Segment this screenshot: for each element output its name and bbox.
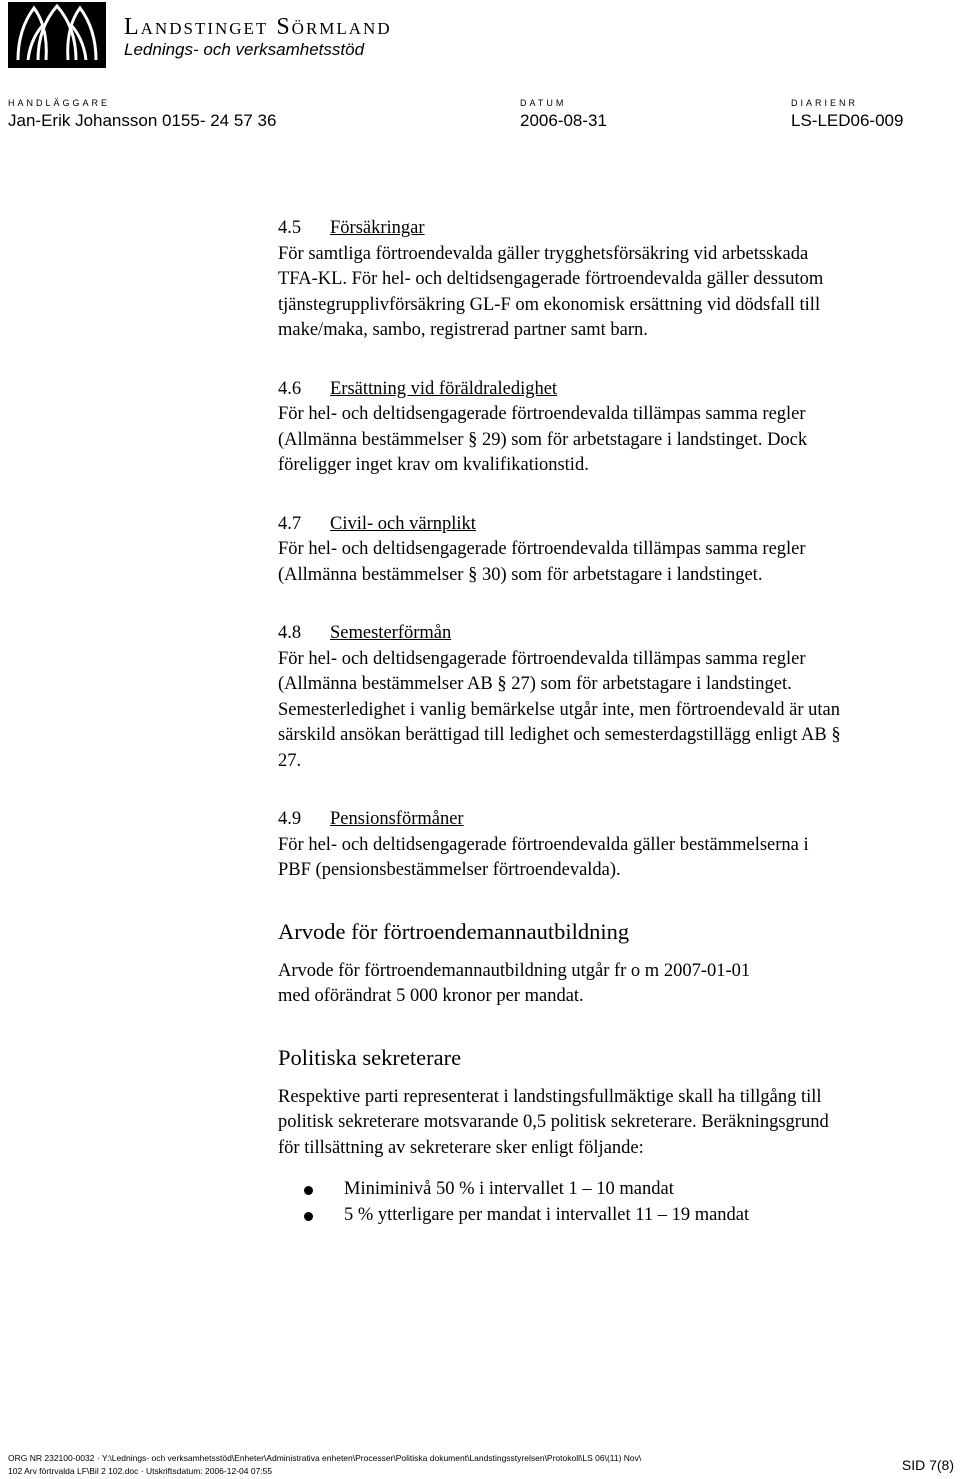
section-heading: 4.6 Ersättning vid föräldraledighet [278,378,558,399]
sekreterare-text: Respektive parti representerat i landstingsfullmäktige skall ha tillgång till politisk sekreterare motsvarande 0,5 politisk sekreterare. Beräkningsgrund för tillsättning av sekreterare sker enligt följande: [278,1086,829,1158]
arvode-heading: Arvode för förtroendemannautbildning [278,918,630,944]
section-text: För hel- och deltidsengagerade förtroendevalda gäller bestämmelserna i PBF (pensionsbestämmelser förtroendevalda). [278,834,809,880]
diarienr-value: LS-LED06-009 [791,111,904,130]
section-heading: 4.9 Pensionsförmåner [278,809,464,829]
section-4-9 [278,807,958,884]
list-item: 5 % ytterligare per mandat i intervallet 11 – 19 mandat [278,1203,958,1229]
arvode-text: Arvode för förtroendemannautbildning utgår fr o m 2007-01-01 med oförändrat 5 000 kronor per mandat. [278,960,751,1006]
org-unit: Lednings- och verksamhetsstöd [124,40,365,59]
sekreterare-bullets [278,1177,958,1228]
footer-file-line: 102 Arv förtrvalda LF\Bil 2 102.doc · Utskriftsdatum: 2006-12-04 07:55 [8,1466,273,1476]
sekreterare-heading: Politiska sekreterare [278,1044,462,1070]
footer-path-line: ORG NR 232100-0032 · Y:\Lednings- och verksamhetsstöd\Enheter\Administrativa enheten\Processer\Politiska dokument\Landstingsstyrelsen\Protokoll\LS 06\(11) Nov\ [8,1453,642,1463]
section-4-6 [278,377,958,479]
list-item: Miniminivå 50 % i intervallet 1 – 10 mandat [278,1177,958,1203]
handlaggare-label: HANDLÄGGARE [8,98,111,108]
datum-label: DATUM [520,98,567,108]
bullet-icon [304,1212,313,1221]
section-text: För hel- och deltidsengagerade förtroendevalda tillämpas samma regler (Allmänna bestämmelser § 30) som för arbetstagare i landstinget. [278,539,806,585]
bullet-icon [304,1186,313,1195]
section-heading: 4.8 Semesterförmån [278,623,452,643]
datum-value: 2006-08-31 [520,111,607,130]
section-heading: 4.5 Försäkringar [278,218,425,238]
handlaggare-value: Jan-Erik Johansson 0155- 24 57 36 [8,111,277,130]
section-text: För hel- och deltidsengagerade förtroendevalda tillämpas samma regler (Allmänna bestämmelser § 29) som för arbetstagare i landstinget. Dock föreligger inget krav om kvalifikationstid. [278,404,808,475]
document-body [278,216,958,1261]
landstinget-logo-icon [8,2,106,68]
sekreterare-section [278,1043,958,1229]
org-name: Landstinget Sörmland [124,14,392,40]
section-heading: 4.7 Civil- och värnplikt [278,513,476,534]
section-text: För samtliga förtroendevalda gäller trygghetsförsäkring vid arbetsskada TFA-KL. För hel- och deltidsengagerade förtroendevalda gäller dessutom tjänstegrupplivförsäkring GL-F om ekonomisk ersättning vid dödsfall till make/maka, sambo, registrerad partner samt barn. [278,243,824,340]
section-4-7 [278,512,958,589]
diarienr-label: DIARIENR [791,98,859,108]
section-4-8 [278,621,958,774]
section-4-5 [278,216,958,344]
arvode-section [278,917,958,1010]
section-text: För hel- och deltidsengagerade förtroendevalda tillämpas samma regler (Allmänna bestämmelser AB § 27) som för arbetstagare i landstinget. Semesterledighet i vanlig bemärkelse utgår inte, men förtroendevald är utan särskild ansökan berättigad till ledighet och semesterdagstillägg enligt AB § 27. [278,648,841,771]
page-number: SID 7(8) [901,1457,954,1473]
